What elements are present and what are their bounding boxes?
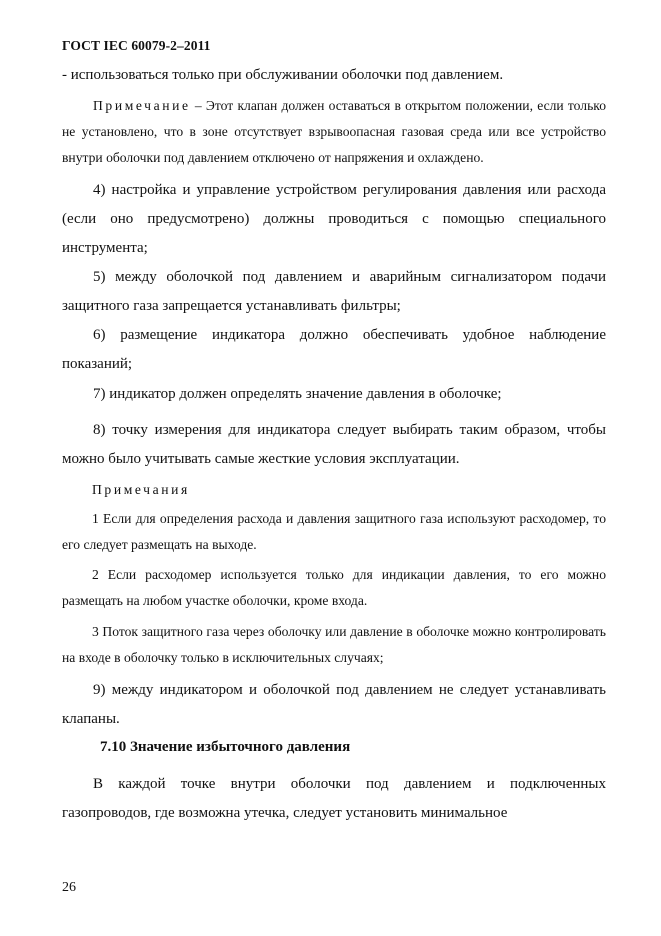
- note-main-label: Примечание: [93, 98, 191, 113]
- list-item-7: 7) индикатор должен определять значение давления в оболочке;: [93, 386, 502, 402]
- note-1: 1 Если для определения расхода и давления защитного газа используют расходомер, то его следует размещать на выходе.: [62, 511, 606, 552]
- section-heading: 7.10 Значение избыточного давления: [100, 739, 351, 755]
- list-item-9: 9) между индикатором и оболочкой под давлением не следует устанавливать клапаны.: [62, 682, 606, 727]
- paragraph-first-line: - использоваться только при обслуживании оболочки под давлением.: [62, 67, 504, 83]
- note-2: 2 Если расходомер используется только для индикации давления, то его можно размещать на любом участке оболочки, кроме входа.: [62, 567, 606, 608]
- note-main-text: – Этот клапан должен оставаться в открытом положении, если только не установлено, что в зоне отсутствует взрывоопасная газовая среда или все устройство внутри оболочки под давлением отключено от напряжения и охлаждено.: [62, 98, 606, 165]
- notes-label-text: Примечания: [92, 482, 190, 497]
- document-header: ГОСТ IEC 60079-2–2011: [62, 38, 211, 53]
- note-main: [62, 93, 606, 171]
- section-paragraph: В каждой точке внутри оболочки под давлением и подключенных газопроводов, где возможна утечка, следует установить минимальное: [62, 776, 606, 821]
- document-page: [62, 0, 606, 936]
- note-3: 3 Поток защитного газа через оболочку или давление в оболочке можно контролировать на входе в оболочку только в исключительных случаях;: [62, 624, 606, 665]
- list-item-5: 5) между оболочкой под давлением и аварийным сигнализатором подачи защитного газа запрещается устанавливать фильтры;: [62, 269, 606, 314]
- list-item-4: 4) настройка и управление устройством регулирования давления или расхода (если оно предусмотрено) должны проводиться с помощью специального инструмента;: [62, 182, 606, 256]
- notes-label: [62, 477, 606, 503]
- list-item-8: 8) точку измерения для индикатора следует выбирать таким образом, чтобы можно было учитывать самые жесткие условия эксплуатации.: [62, 422, 606, 467]
- list-item-6: 6) размещение индикатора должно обеспечивать удобное наблюдение показаний;: [62, 327, 606, 372]
- page-number: 26: [62, 880, 76, 895]
